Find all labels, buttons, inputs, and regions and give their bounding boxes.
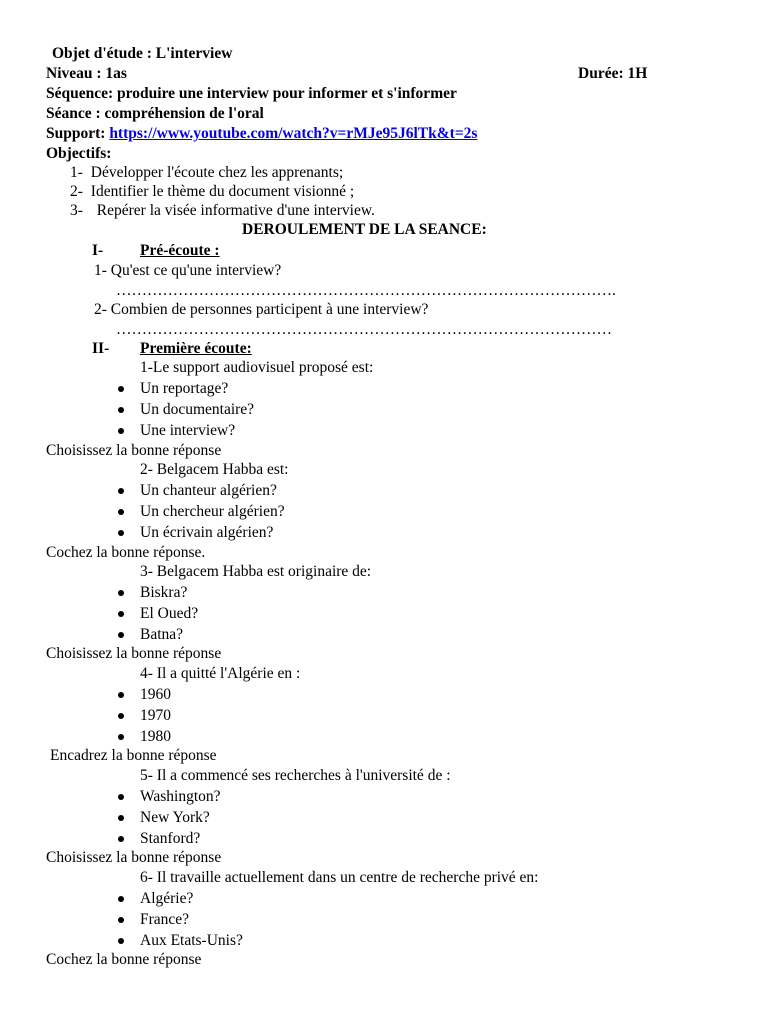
question-text: 6- Il travaille actuellement dans un centre de recherche privé en:	[140, 869, 539, 886]
duree-line	[578, 64, 647, 84]
objectif-text: Développer l'écoute chez les apprenants;	[90, 164, 344, 181]
question-instruction: Choisissez la bonne réponse	[46, 849, 222, 866]
option-item: Un écrivain algérien?	[140, 524, 274, 541]
section1-num: I-	[92, 242, 104, 259]
option-item: 1970	[140, 707, 171, 724]
question-instruction: Choisissez la bonne réponse	[46, 442, 222, 459]
seance-value: compréhension de l'oral	[104, 105, 264, 122]
question-instruction: Cochez la bonne réponse	[46, 951, 202, 968]
option-item: 1980	[140, 728, 171, 745]
option-item: Un chercheur algérien?	[140, 503, 285, 520]
sequence-label: Séquence:	[46, 85, 114, 102]
option-item: Un chanteur algérien?	[140, 482, 277, 499]
niveau-label: Niveau :	[46, 65, 102, 82]
question-text: 4- Il a quitté l'Algérie en :	[140, 665, 301, 682]
seance-label: Séance :	[46, 105, 101, 122]
support-line	[46, 124, 477, 144]
question-text: 5- Il a commencé ses recherches à l'université de :	[140, 767, 451, 784]
objet-label: Objet d'étude :	[52, 45, 152, 62]
section1-title: Pré-écoute :	[140, 242, 220, 259]
section1-dots1: …………………………………………………………………………………….	[116, 282, 616, 299]
question-text: 3- Belgacem Habba est originaire de:	[140, 563, 372, 580]
seance-line	[46, 104, 264, 124]
niveau-value: 1as	[105, 65, 127, 82]
option-item: Stanford?	[140, 830, 201, 847]
support-label: Support:	[46, 125, 106, 142]
duree-value: 1H	[627, 65, 648, 82]
option-item: Batna?	[140, 626, 184, 643]
deroulement-title: DEROULEMENT DE LA SEANCE:	[242, 221, 487, 238]
objectif-text: Repérer la visée informative d'une interview.	[96, 202, 375, 219]
option-item: Algérie?	[140, 890, 194, 907]
objectifs-label: Objectifs:	[46, 145, 112, 162]
question-instruction: Choisissez la bonne réponse	[46, 645, 222, 662]
objectif-num: 1-	[70, 164, 83, 181]
option-item: Une interview?	[140, 422, 236, 439]
objectif-item	[70, 163, 343, 183]
option-item: 1960	[140, 686, 171, 703]
niveau-line	[46, 64, 127, 84]
option-item: Un reportage?	[140, 380, 229, 397]
option-item: Washington?	[140, 788, 221, 805]
objectif-num: 3-	[70, 202, 83, 219]
section1-dots2: ……………………………………………………………………………………	[116, 321, 612, 338]
section1-q1: 1- Qu'est ce qu'une interview?	[94, 262, 282, 279]
question-text: 2- Belgacem Habba est:	[140, 461, 289, 478]
objet-line	[52, 44, 232, 64]
question-instruction: Encadrez la bonne réponse	[50, 747, 217, 764]
option-item: Aux Etats-Unis?	[140, 932, 243, 949]
option-item: Un documentaire?	[140, 401, 255, 418]
option-item: France?	[140, 911, 190, 928]
sequence-line	[46, 84, 457, 104]
duree-label: Durée:	[578, 65, 624, 82]
section2-num: II-	[92, 340, 110, 357]
objectif-num: 2-	[70, 183, 83, 200]
objectif-text: Identifier le thème du document visionné ;	[90, 183, 355, 200]
section1-q2: 2- Combien de personnes participent à une interview?	[94, 301, 429, 318]
option-item: El Oued?	[140, 605, 199, 622]
objectif-item	[70, 182, 354, 202]
section2-title: Première écoute:	[140, 340, 252, 357]
option-item: Biskra?	[140, 584, 188, 601]
question-instruction: Cochez la bonne réponse.	[46, 544, 206, 561]
sequence-value: produire une interview pour informer et s'informer	[117, 85, 457, 102]
question-text: 1-Le support audiovisuel proposé est:	[140, 359, 374, 376]
objet-value: L'interview	[155, 45, 233, 62]
option-item: New York?	[140, 809, 210, 826]
support-link[interactable]: https://www.youtube.com/watch?v=rMJe95J6lTk&t=2s	[109, 125, 478, 142]
objectif-item	[70, 201, 375, 221]
